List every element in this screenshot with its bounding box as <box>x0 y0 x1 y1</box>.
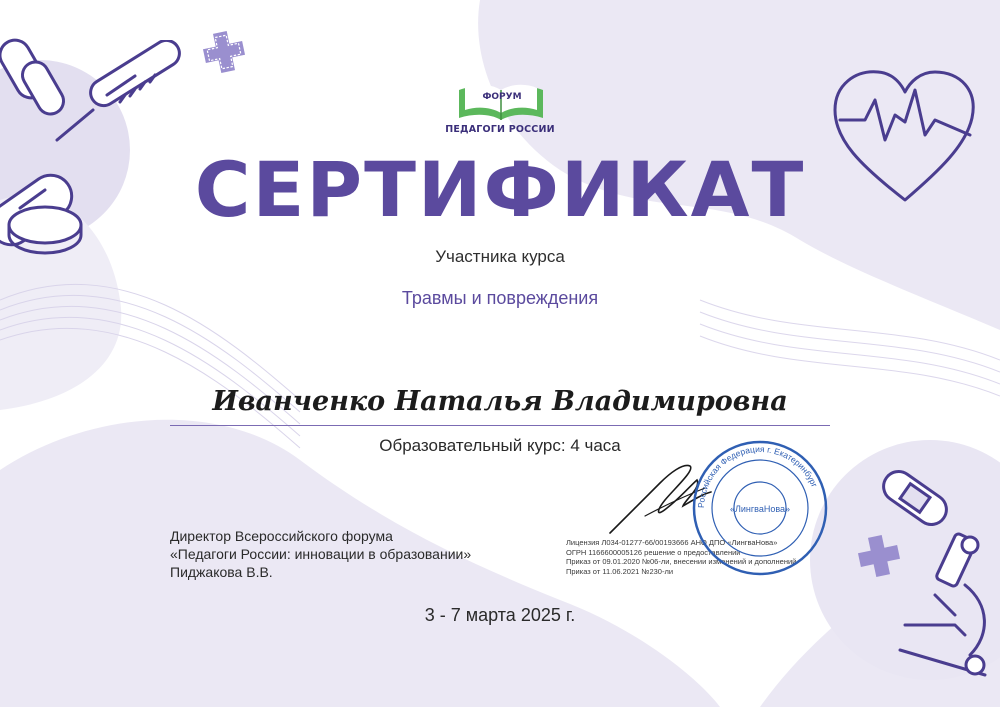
certificate-title: СЕРТИФИКАТ <box>194 145 806 234</box>
forum-logo <box>440 80 560 140</box>
thermometer-icon <box>45 40 195 150</box>
participant-label: Участника курса <box>435 247 565 266</box>
organization-stamp <box>690 438 830 578</box>
stamp-center-text: «ЛингваНова» <box>729 504 791 514</box>
logo-subtitle: ПЕДАГОГИ РОССИИ <box>445 124 555 135</box>
cross-icon <box>200 28 248 76</box>
director-line-2: «Педагоги России: инновации в образовании» <box>170 546 472 562</box>
course-name: Травмы и повреждения <box>401 288 599 308</box>
license-line-2: ОГРН 1166600005126 решение о предоставлении <box>566 547 741 557</box>
license-line-3: Приказ от 09.01.2020 №06-ли, внесении изменений и дополнений <box>566 557 797 566</box>
recipient-name: Иванченко Наталья Владимировна <box>212 386 788 417</box>
course-hours: Образовательный курс: 4 часа <box>379 436 621 455</box>
license-line-1: Лицензия Л034-01277-66/00193666 АНО ДПО «ЛингваНова» <box>566 538 778 547</box>
open-book-icon <box>455 80 547 124</box>
course-dates: 3 - 7 марта 2025 г. <box>424 605 576 625</box>
director-line-1: Директор Всероссийского форума <box>170 528 393 544</box>
director-line-3: Пиджакова В.В. <box>170 564 273 580</box>
name-underline <box>170 425 830 426</box>
license-line-4: Приказ от 11.06.2021 №230-ли <box>566 566 674 576</box>
director-block <box>170 527 471 581</box>
svg-text:Российская Федерация г. Екатер <box>696 444 820 508</box>
logo-title: ФОРУМ <box>482 92 522 102</box>
stamp-ring-text: Российская Федерация г. Екатеринбург <box>695 443 820 509</box>
